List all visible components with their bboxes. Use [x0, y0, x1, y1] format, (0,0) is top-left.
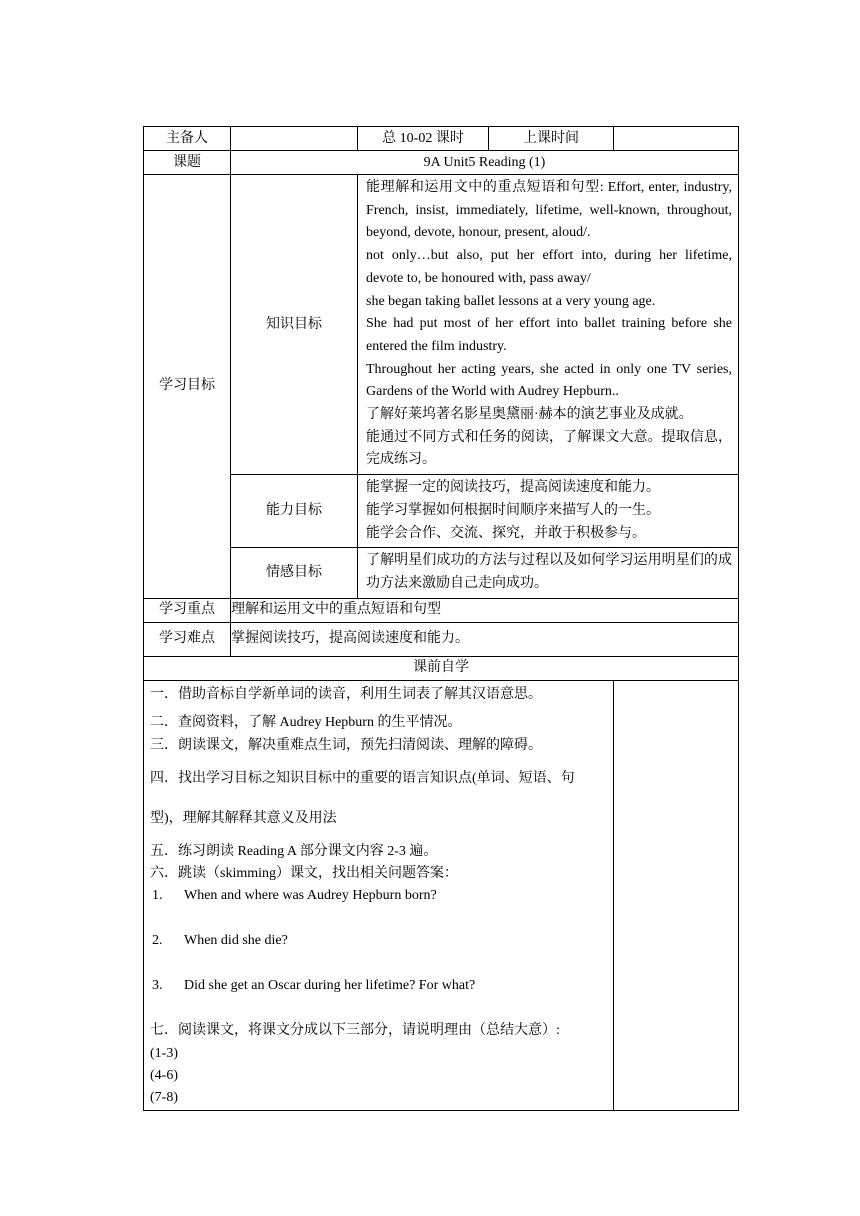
preview-step: 三．朗读课文，解决重难点生词，预先扫清阅读、理解的障碍。: [150, 737, 542, 753]
emotion-line: 了解明星们成功的方法与过程以及如何学习运用明星们的成功方法来激励自己走向成功。: [366, 553, 732, 591]
key-points-row: [144, 598, 739, 622]
preview-title: 课前自学: [144, 656, 739, 680]
knowledge-line: 能通过不同方式和任务的阅读，了解课文大意。提取信息，完成练习。: [366, 429, 732, 468]
question-text: When did she die?: [184, 932, 288, 948]
ability-label: 能力目标: [231, 475, 358, 548]
preview-content-row: [144, 680, 739, 1110]
question-number: 2.: [152, 932, 163, 948]
part-range: (1-3): [150, 1045, 178, 1061]
ability-line: 能掌握一定的阅读技巧，提高阅读速度和能力。: [366, 480, 660, 496]
topic-row: [144, 151, 739, 175]
difficulties-value: 掌握阅读技巧，提高阅读速度和能力。: [231, 622, 739, 656]
class-time-label: 上课时间: [489, 127, 614, 151]
period-label: 总 10-02 课时: [358, 127, 489, 151]
knowledge-line: 了解好莱坞著名影星奥黛丽·赫本的演艺事业及成就。: [366, 407, 693, 423]
ability-content: [358, 475, 739, 548]
knowledge-line: she began taking ballet lessons at a very young age.: [366, 293, 656, 309]
part-range: (4-6): [150, 1067, 178, 1083]
preview-step: 五．练习朗读 Reading A 部分课文内容 2-3 遍。: [150, 843, 438, 859]
emotion-row: [144, 548, 739, 598]
preview-step: 型)，理解其解释其意义及用法: [150, 810, 337, 826]
objectives-label: 学习目标: [144, 175, 231, 599]
topic-value: 9A Unit5 Reading (1): [231, 151, 739, 175]
knowledge-content: [358, 175, 739, 475]
question-item: [150, 976, 605, 1021]
difficulties-label: 学习难点: [144, 622, 231, 656]
knowledge-row: [144, 175, 739, 475]
preview-step: 一．借助音标自学新单词的读音，利用生词表了解其汉语意思。: [150, 686, 542, 702]
ability-line: 能学会合作、交流、探究，并敢于积极参与。: [366, 525, 646, 541]
preview-step: 二．查阅资料，了解 Audrey Hepburn 的生平情况。: [150, 714, 462, 730]
lead-label: 主备人: [144, 127, 231, 151]
knowledge-line: not only…but also, put her effort into, during her lifetime, devote to, be honoured with, pass away/: [366, 248, 732, 286]
ability-row: [144, 475, 739, 548]
ability-line: 能学习掌握如何根据时间顺序来描写人的一生。: [366, 502, 660, 518]
preview-step: 七．阅读课文，将课文分成以下三部分，请说明理由（总结大意）:: [150, 1022, 560, 1038]
question-item: [150, 886, 605, 931]
knowledge-label: 知识目标: [231, 175, 358, 475]
question-text: Did she get an Oscar during her lifetime? For what?: [184, 977, 476, 993]
preview-content: [144, 680, 614, 1110]
question-text: When and where was Audrey Hepburn born?: [184, 887, 437, 903]
difficulties-row: [144, 622, 739, 656]
knowledge-line: She had put most of her effort into ballet training before she entered the film industry.: [366, 316, 732, 354]
class-time-value: [614, 127, 739, 151]
topic-label: 课题: [144, 151, 231, 175]
question-number: 3.: [152, 977, 163, 993]
question-number: 1.: [152, 887, 163, 903]
part-range: (7-8): [150, 1089, 178, 1105]
preview-title-row: [144, 656, 739, 680]
knowledge-line: 能理解和运用文中的重点短语和句型: Effort, enter, industry, French, insist, immediately, lifetime, well-known, throughout, beyond, devote, honour, present, aloud/.: [366, 180, 732, 241]
knowledge-line: Throughout her acting years, she acted in only one TV series, Gardens of the World with Audrey Hepburn..: [366, 361, 732, 400]
lead-value: [231, 127, 358, 151]
header-row: [144, 127, 739, 151]
lesson-plan-table: [143, 126, 739, 1111]
key-points-label: 学习重点: [144, 598, 231, 622]
preview-step: 四．找出学习目标之知识目标中的重要的语言知识点(单词、短语、句: [150, 770, 575, 786]
key-points-value: 理解和运用文中的重点短语和句型: [231, 598, 739, 622]
preview-notes-column: [614, 680, 739, 1110]
emotion-label: 情感目标: [231, 548, 358, 598]
preview-step: 六．跳读（skimming）课文，找出相关问题答案：: [150, 865, 459, 881]
emotion-content: [358, 548, 739, 598]
question-item: [150, 931, 605, 976]
